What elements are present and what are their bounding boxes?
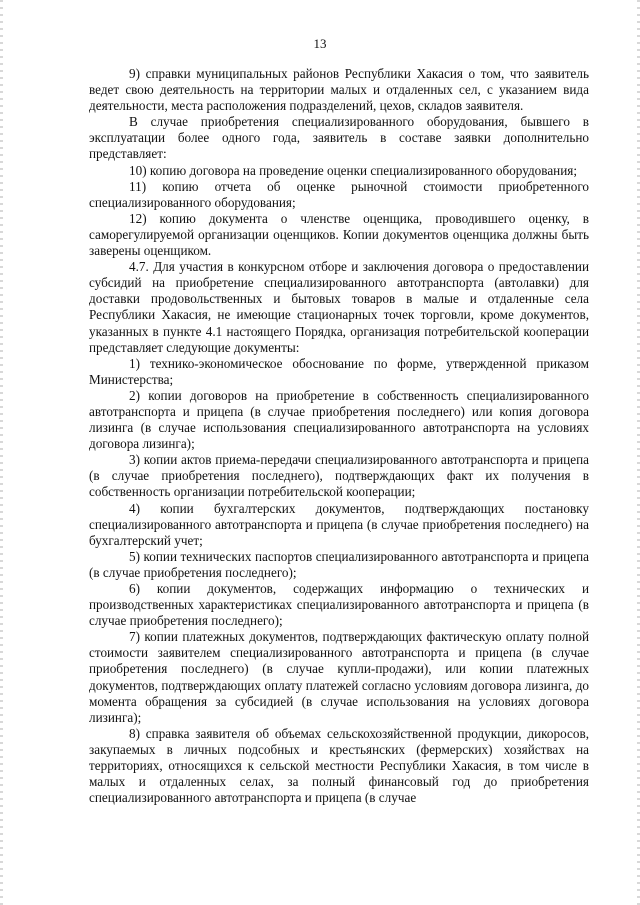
paragraph-list-item-7: 7) копии платежных документов, подтверждающих фактическую оплату полной стоимости заявителем специализированного автотранспорта и прицепа (в случае приобретения последнего) (в случае купли-продажи), или копии платежных документов, подтверждающих оплату платежей согласно условиям договора лизинга, до момента обращения за субсидией (в случае использования на условиях договора лизинга); bbox=[89, 629, 589, 725]
paragraph-item-10: 10) копию договора на проведение оценки специализированного оборудования; bbox=[129, 162, 578, 178]
paragraph-equipment-intro: В случае приобретения специализированного оборудования, бывшего в эксплуатации более одного года, заявитель в составе заявки дополнительно представляет: bbox=[89, 114, 589, 162]
paragraph-section-4-7: 4.7. Для участия в конкурсном отборе и заключения договора о предоставлении субсидий на приобретение специализированного автотранспорта (автолавки) для доставки продовольственных и бытовых товаров в малые и отдаленные села Республики Хакасия, не имеющие стационарных точек торговли, кроме документов, указанных в пункте 4.1 настоящего Порядка, организация потребительской кооперации представляет следующие документы: bbox=[89, 259, 589, 355]
paragraph-list-item-4: 4) копии бухгалтерских документов, подтверждающих постановку специализированного автотранспорта и прицепа (в случае приобретения последнего) на бухгалтерский учет; bbox=[89, 500, 589, 548]
scan-edge-left bbox=[0, 0, 3, 905]
paragraph-list-item-5: 5) копии технических паспортов специализированного автотранспорта и прицепа (в случае приобретения последнего); bbox=[89, 548, 589, 580]
paragraph-list-item-3: 3) копии актов приема-передачи специализированного автотранспорта и прицепа (в случае приобретения последнего), подтверждающих факт их получения в собственность организации потребительской кооперации; bbox=[89, 452, 589, 500]
paragraph-item-12: 12) копию документа о членстве оценщика, проводившего оценку, в саморегулируемой организации оценщиков. Копии документов оценщика должны быть заверены оценщиком. bbox=[89, 210, 589, 259]
page-number: 13 bbox=[313, 36, 327, 51]
paragraph-item-9: 9) справки муниципальных районов Республики Хакасия о том, что заявитель ведет свою деятельность на территории малых и отдаленных сел, с указанием вида деятельности, места расположения подразделений, цехов, складов заявителя. bbox=[89, 66, 589, 114]
paragraph-list-item-8: 8) справка заявителя об объемах сельскохозяйственной продукции, дикоросов, закупаемых в личных подсобных и крестьянских (фермерских) хозяйствах на территориях, относящихся к сельской местности Республики Хакасия, в том числе в малых и отдаленных селах, за полный финансовый год до приобретения специализированного автотранспорта и прицепа (в случае bbox=[89, 725, 589, 806]
paragraph-list-item-1: 1) технико-экономическое обоснование по форме, утвержденной приказом Министерства; bbox=[89, 355, 589, 387]
paragraph-item-11: 11) копию отчета об оценке рыночной стоимости приобретенного специализированного оборудования; bbox=[89, 178, 589, 210]
paragraph-list-item-6: 6) копии документов, содержащих информацию о технических и производственных характеристиках специализированного автотранспорта и прицепа (в случае приобретения последнего); bbox=[89, 581, 589, 629]
document-body bbox=[89, 66, 589, 806]
paragraph-list-item-2: 2) копии договоров на приобретение в собственность специализированного автотранспорта и прицепа (в случае приобретения последнего) или копия договора лизинга (в случае использования специализированного автотранспорта на условиях договора лизинга); bbox=[89, 387, 589, 452]
